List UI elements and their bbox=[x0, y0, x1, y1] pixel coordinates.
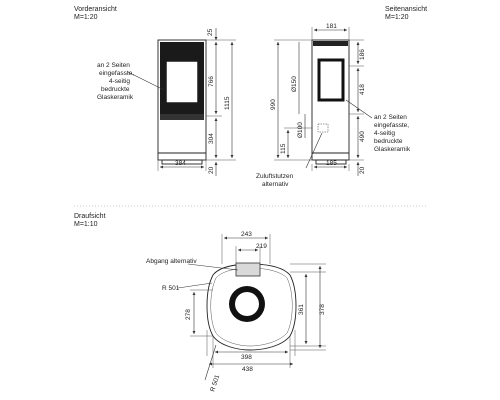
front-note-2: eingefasste, bbox=[99, 70, 135, 77]
top-view-title: Draufsicht bbox=[74, 213, 106, 220]
front-view-title: Vorderansicht bbox=[74, 6, 117, 13]
side-view-scale: M=1:20 bbox=[385, 14, 409, 21]
side-dim-bottom-width: 185 bbox=[326, 160, 337, 167]
top-alt-outlet bbox=[236, 263, 260, 276]
side-glass-window bbox=[319, 60, 343, 100]
side-dim-r2: 418 bbox=[359, 84, 366, 95]
top-note: Abgang alternativ bbox=[146, 258, 197, 265]
side-dim-top-width: 181 bbox=[326, 23, 337, 30]
front-dim-lower: 304 bbox=[208, 133, 215, 144]
side-inlet-note-1: Zuluftstutzen bbox=[256, 173, 294, 180]
front-view-scale: M=1:20 bbox=[74, 14, 98, 21]
top-dim-219: 219 bbox=[256, 243, 267, 250]
side-inlet-note-2: alternativ bbox=[262, 181, 289, 188]
top-flue-opening bbox=[235, 292, 259, 316]
side-dim-r1: 186 bbox=[359, 49, 366, 60]
top-dim-398: 398 bbox=[241, 354, 252, 361]
top-dim-243: 243 bbox=[241, 231, 252, 238]
side-note-1: an 2 Seiten bbox=[374, 114, 407, 121]
side-note-2: eingefasste, bbox=[374, 122, 410, 129]
top-dim-radius-bottom: R 501 bbox=[209, 373, 222, 393]
top-radius-leader bbox=[178, 283, 212, 288]
side-dim-flue: Ø150 bbox=[291, 76, 298, 92]
front-view-drawing bbox=[97, 28, 236, 176]
side-dim-air: Ø100 bbox=[297, 122, 304, 138]
side-note-5: Glaskeramik bbox=[374, 146, 411, 153]
front-note-1: an 2 Seiten bbox=[97, 62, 130, 69]
front-note-3: 4-seitig bbox=[109, 78, 130, 85]
front-dim-top: 25 bbox=[207, 28, 214, 36]
front-dim-total: 1115 bbox=[224, 96, 231, 110]
side-dim-air-height: 115 bbox=[280, 143, 287, 154]
side-air-inlet bbox=[318, 124, 328, 132]
top-dim-278: 278 bbox=[185, 309, 192, 320]
top-dim-361: 361 bbox=[298, 304, 305, 315]
side-note-leader bbox=[346, 100, 372, 118]
top-dim-378: 378 bbox=[319, 304, 326, 315]
front-note-5: Glaskeramik bbox=[97, 94, 134, 101]
side-view-drawing bbox=[256, 23, 411, 188]
side-note-4: bedruckte bbox=[374, 138, 403, 145]
top-dim-438: 438 bbox=[242, 366, 253, 373]
front-dim-width: 384 bbox=[175, 160, 186, 167]
front-dim-base: 20 bbox=[208, 166, 215, 174]
side-view-title: Seitenansicht bbox=[385, 6, 428, 13]
side-inlet-leader bbox=[306, 133, 322, 168]
side-dim-height: 990 bbox=[270, 99, 277, 110]
front-lower-panel bbox=[160, 114, 204, 120]
top-dim-radius-top: R 501 bbox=[162, 285, 180, 292]
front-firebox-window bbox=[167, 62, 197, 102]
front-note-4: bedruckte bbox=[101, 86, 130, 93]
front-dim-glass: 766 bbox=[208, 76, 215, 87]
side-note-3: 4-seitig bbox=[374, 130, 395, 137]
side-top-plate bbox=[313, 41, 348, 46]
top-view-scale: M=1:10 bbox=[74, 221, 98, 228]
top-view-drawing bbox=[146, 231, 326, 393]
side-dim-r4: 20 bbox=[359, 166, 366, 174]
side-dim-r3: 490 bbox=[359, 131, 366, 142]
